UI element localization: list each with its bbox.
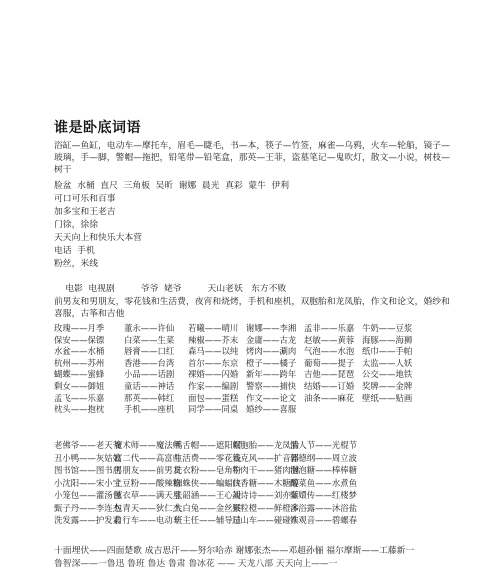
- grid1-row: [54, 358, 474, 370]
- grid1-cell: 董永——许仙: [124, 323, 175, 333]
- grid2-cell: 情人节——光棍节: [290, 440, 357, 450]
- grid1-cell: 橙子——橘子: [246, 357, 297, 368]
- paragraph-word-pairs: 浴缸—鱼缸，电动车—摩托车，眉毛—睫毛，书—本，筷子—竹签，麻雀—乌鸦，火车—轮船，镜子—玻璃，手—脚，警帽—拖把，铅笔带—铅笔盒，那英—王菲，盗墓笔记—鬼吹灯，散文—小说，树枝—树干: [54, 141, 450, 176]
- grid1-cell: 气泡——水泡: [304, 346, 355, 357]
- grid1-cell: 小品——话剧: [124, 369, 175, 380]
- grid2-row: [54, 490, 474, 502]
- grid1-row: [54, 346, 474, 358]
- grid2-cell: 双胞胎——龙凤胎: [232, 440, 299, 450]
- grid1-cell: 婚纱——喜服: [246, 404, 297, 415]
- grid1-cell: 首尔——东京: [188, 357, 239, 368]
- grid2-row: [54, 465, 474, 477]
- grid1-cell: 剩女——御姐: [54, 381, 105, 391]
- grid2-cell: 过山车——碰碰车: [232, 515, 299, 525]
- block-line: 可口可乐和百事: [54, 194, 116, 204]
- grid1-cell: 新年——跨年: [246, 369, 297, 380]
- grid1-cell: 辣椒——芥末: [188, 334, 239, 345]
- grid1-cell: 赵敏——黄蓉: [304, 334, 355, 345]
- grid1-cell: 奖牌——金牌: [362, 381, 413, 391]
- grid1-cell: 裸婚——闪婚: [188, 369, 239, 380]
- grid2-cell: 麦克风——扩音器: [232, 452, 299, 463]
- grid2-cell: 小沈阳——宋小宝: [54, 477, 121, 488]
- grid1-cell: 海豚——海狮: [362, 334, 413, 345]
- grid1-cell: 太监——人妖: [362, 357, 413, 368]
- block-line: 门徐，徐徐: [54, 220, 98, 230]
- grid2-cell: 口香糖——木糖醇: [232, 477, 299, 488]
- grid1-row: [54, 393, 474, 405]
- paragraph-relations: 前男友和男朋友，零花钱和生活费，夜宵和烧烤，手机和座机，双胞胎和龙凤胎，作文和论文，婚纱和喜服，古筝和吉他: [54, 297, 450, 320]
- grid1-cell: 孟飞——乐嘉: [54, 392, 105, 403]
- grid2-cell: 富二代——高富帅: [114, 452, 181, 463]
- grid2-cell: 铁观音——碧螺春: [290, 515, 357, 525]
- block-line: 天天向上和快乐大本营: [54, 233, 142, 243]
- grid2-row: [54, 440, 474, 452]
- grid2-cell: 土豆粉——酸辣粉: [114, 477, 181, 488]
- grid2-cell: 张韶涵——王心凌: [174, 490, 241, 500]
- grid2-cell: 大白兔——金丝猴: [174, 502, 241, 513]
- tv-line-b: 爷爷 姥爷: [140, 284, 182, 294]
- grid1-cell: 结婚——订婚: [304, 381, 355, 391]
- grid1-cell: 森马——以纯: [188, 346, 239, 357]
- grid1-row: [54, 323, 474, 335]
- tv-line-c: 天山老妖 东方不败: [207, 284, 287, 294]
- grid1-cell: 玫瑰——月季: [54, 323, 105, 333]
- grid2-cell: 酸菜鱼——水煮鱼: [290, 477, 357, 488]
- last-line: 十面埋伏——四面楚歌 成吉思汗——努尔哈赤 谢娜张杰——邓超孙俪 福尔摩斯——工藤新一: [54, 546, 415, 556]
- grid1-cell: 作文——论文: [246, 392, 297, 403]
- grid1-cell: 蝴蝶——蜜蜂: [54, 369, 105, 380]
- grid1-cell: 白菜——生菜: [124, 334, 175, 345]
- grid1-row: [54, 335, 474, 347]
- grid1-cell: 孟非——乐嘉: [304, 323, 355, 333]
- block-line: 电话 手机: [54, 246, 95, 256]
- block-line: 加多宝和王老吉: [54, 207, 116, 217]
- grid1-cell: 手机——座机: [124, 404, 175, 415]
- grid2-cell: 小笼包——灌汤包: [54, 490, 121, 500]
- grid1-cell: 油条——麻花: [304, 392, 355, 403]
- grid1-cell: 谢娜——李湘: [246, 323, 297, 333]
- grid2-cell: 甄嬛传——红楼梦: [290, 490, 357, 500]
- grid2-cell: 泡泡糖——棒棒糖: [290, 465, 357, 475]
- grid2-row: [54, 453, 474, 465]
- grid1-cell: 香港——台湾: [124, 357, 175, 368]
- grid1-cell: 唇膏——口红: [124, 346, 175, 357]
- block-line: 脸盆 水桶 直尺 三角板 吴昕 谢娜 晨光 真彩 蒙牛 伊利: [54, 181, 290, 191]
- grid2-cell: 老佛爷——老天爷: [54, 440, 121, 450]
- grid1-cell: 枕头——抱枕: [54, 404, 105, 415]
- grid2-row: [54, 478, 474, 490]
- grid2-cell: 蜘蛛侠——蝙蝠侠: [174, 477, 241, 488]
- last-line-partial: 鲁智深——一鲁迅 鲁班 鲁达 鲁肃 鲁冰花 —— 天龙八部 天天向上——一: [54, 559, 338, 569]
- grid2-row: [54, 503, 474, 515]
- grid2-cell: 沐浴露——沐浴盐: [290, 502, 357, 513]
- grid1-cell: 葡萄——提子: [304, 357, 355, 368]
- grid2-cell: 薰衣草——满天星: [114, 490, 181, 500]
- tv-line-a: 电影 电视剧: [65, 284, 115, 294]
- grid2-cell: 郭德纲——周立波: [290, 452, 357, 463]
- grid1-cell: 吉他——琵琶: [304, 369, 355, 380]
- block-line: 粉丝，米线: [54, 259, 98, 269]
- grid2-cell: 鸭舌帽——遮阳帽: [174, 440, 241, 450]
- grid1-cell: 纸巾——手帕: [362, 346, 413, 357]
- grid1-cell: 警察——捕快: [246, 381, 297, 391]
- grid2-cell: 刘诗诗——刘亦菲: [232, 490, 299, 500]
- grid1-cell: 保安——保镖: [54, 334, 105, 345]
- page-title: 谁是卧底词语: [54, 120, 141, 136]
- grid2-cell: 果粒橙——鲜橙多: [232, 502, 299, 513]
- grid1-cell: 同学——同桌: [188, 404, 239, 415]
- grid2-cell: 自行车——电动车: [114, 515, 181, 525]
- grid1-cell: 若曦——晴川: [188, 323, 239, 333]
- grid2-cell: 牛肉干——猪肉脯: [232, 465, 299, 475]
- grid1-cell: 面包——蛋糕: [188, 392, 239, 403]
- grid1-cell: 那英——韩红: [124, 392, 175, 403]
- grid1-cell: 公交——地铁: [362, 369, 413, 380]
- grid2-cell: 甄子丹——李连杰: [54, 502, 121, 513]
- grid1-cell: 水盆——水桶: [54, 346, 105, 357]
- grid1-cell: 作家——编剧: [188, 381, 239, 391]
- grid1-cell: 烤肉——涮肉: [246, 346, 297, 357]
- grid2-cell: 班主任——辅导员: [174, 515, 241, 525]
- grid2-cell: 魔术师——魔法师: [114, 440, 181, 450]
- grid1-row: [54, 404, 474, 416]
- grid1-cell: 童话——神话: [124, 381, 175, 391]
- grid1-cell: 牛奶——豆浆: [362, 323, 413, 333]
- grid2-cell: 包青天——狄仁杰: [114, 502, 181, 513]
- grid2-cell: 丑小鸭——灰姑娘: [54, 452, 121, 463]
- grid2-cell: 洗发露——护发素: [54, 515, 121, 525]
- grid1-cell: 金庸——古龙: [246, 334, 297, 345]
- grid1-cell: 壁纸——贴画: [362, 392, 413, 403]
- grid2-cell: 洗衣粉——皂角粉: [174, 465, 241, 475]
- grid2-cell: 图书馆——图书店: [54, 465, 121, 475]
- grid1-cell: 杭州——苏州: [54, 357, 105, 368]
- grid2-row: [54, 515, 474, 527]
- grid1-row: [54, 369, 474, 381]
- grid1-row: [54, 381, 474, 393]
- grid2-cell: 男朋友——前男友: [114, 465, 181, 475]
- grid2-cell: 生活费——零花钱: [174, 452, 241, 463]
